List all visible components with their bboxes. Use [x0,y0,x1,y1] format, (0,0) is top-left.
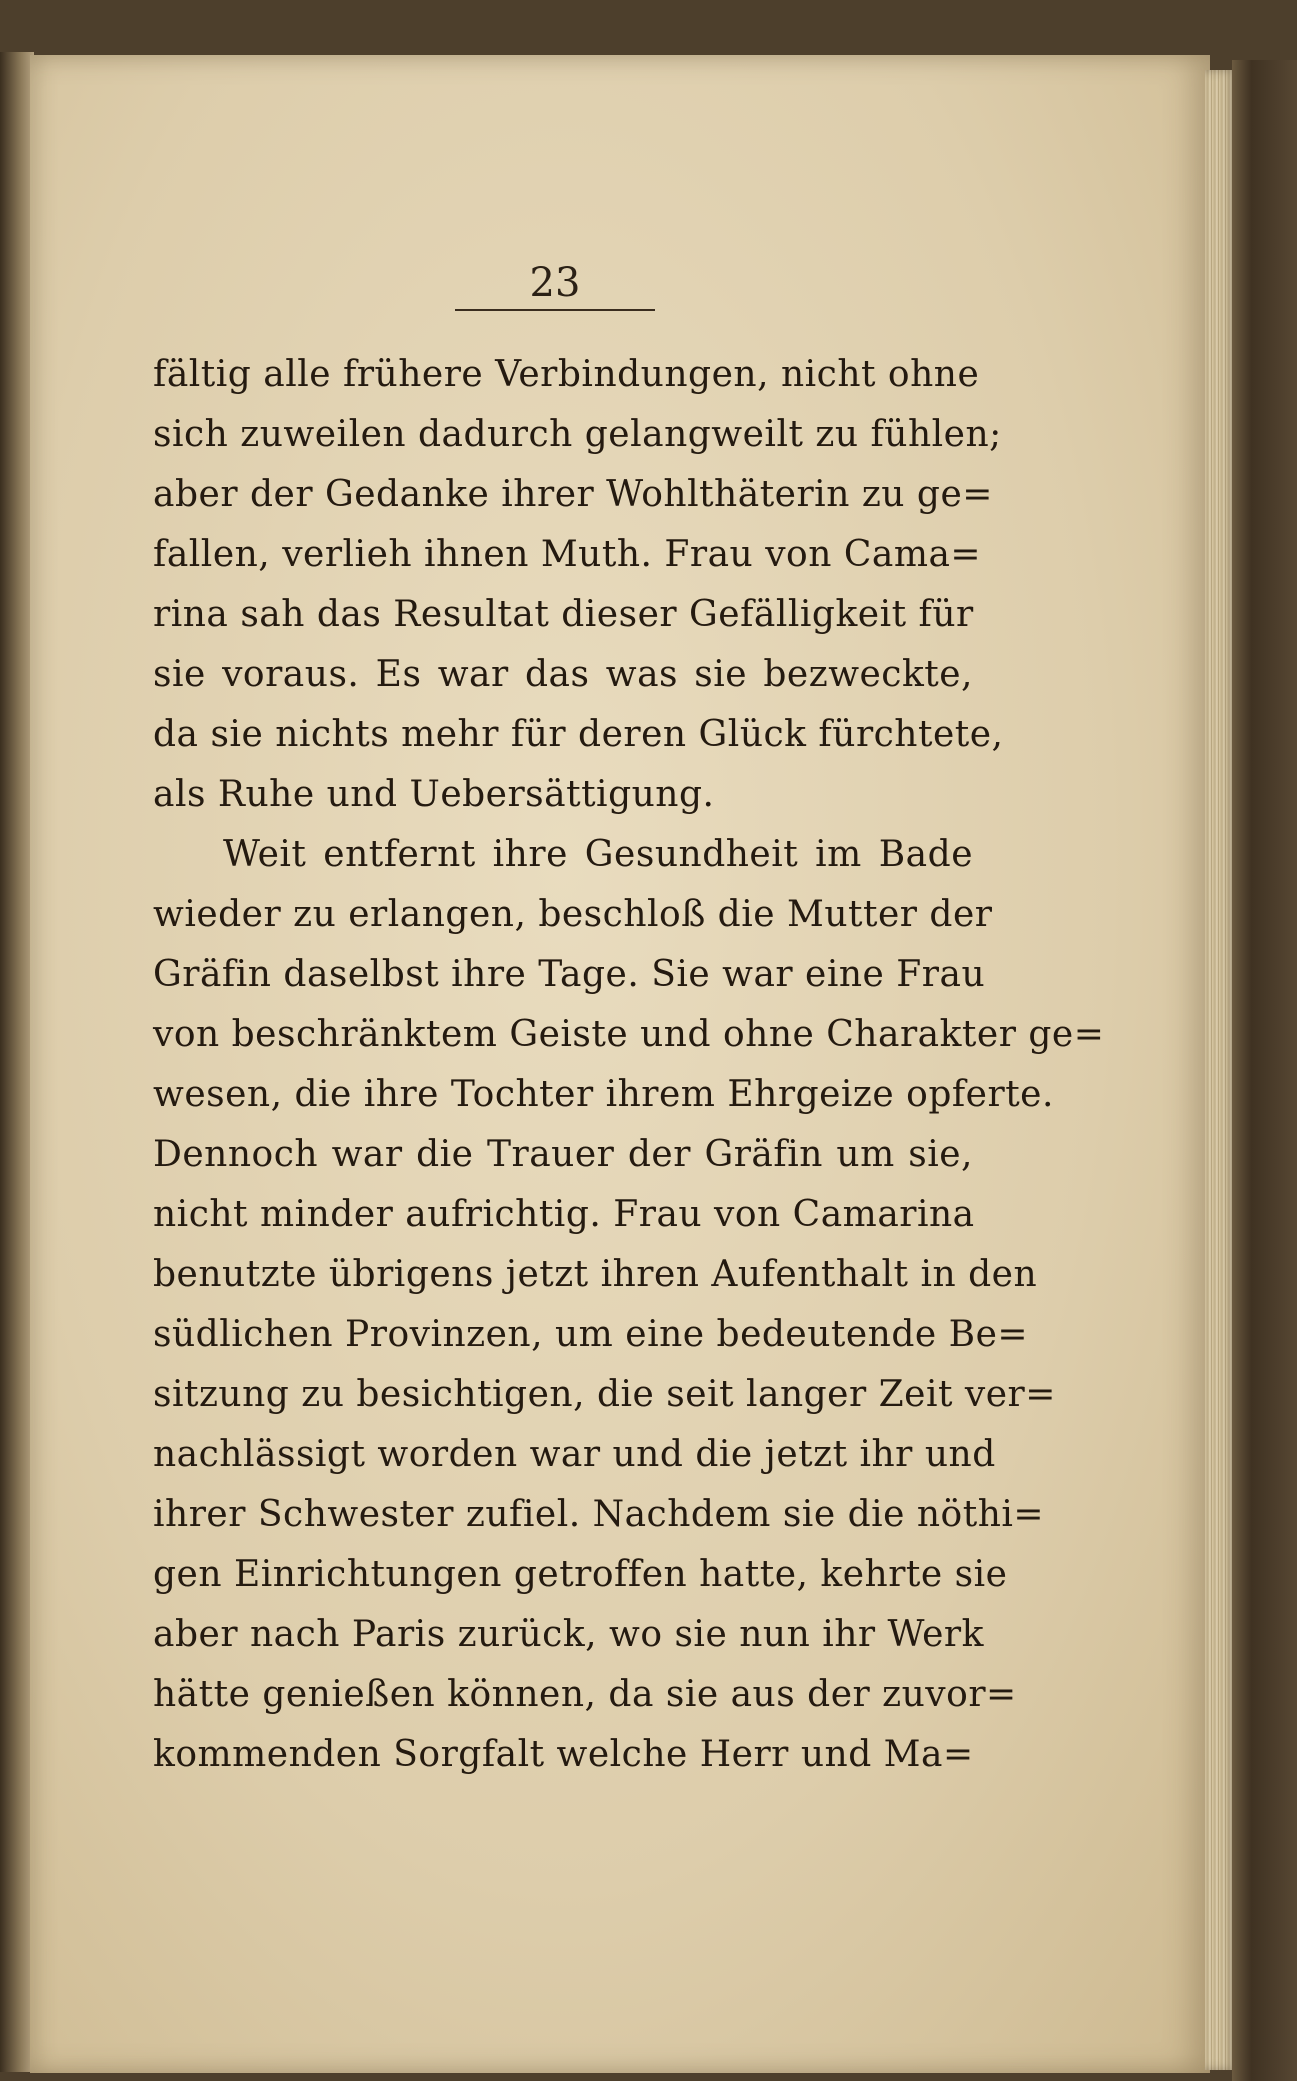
text-line: aber nach Paris zurück, wo sie nun ihr Werk [153,1614,984,1655]
text-line: wesen, die ihre Tochter ihrem Ehrgeize opferte. [153,1074,1054,1115]
text-line: Gräfin daselbst ihre Tage. Sie war eine Frau [153,954,986,995]
text-line: südlichen Provinzen, um eine bedeutende Be= [153,1314,1029,1355]
page-number: 23 [529,260,581,306]
text-line: rina sah das Resultat dieser Gefälligkeit für [153,594,974,635]
text-line: von beschränktem Geiste und ohne Charakter ge= [153,1014,1105,1055]
text-line: ihrer Schwester zufiel. Nachdem sie die nöthi= [153,1494,1045,1535]
text-line: gen Einrichtungen getroffen hatte, kehrte sie [153,1554,1008,1595]
text-line: da sie nichts mehr für deren Glück fürchtete, [153,714,1004,755]
text-line: nachlässigt worden war und die jetzt ihr und [153,1434,996,1475]
text-line-paragraph-end: als Ruhe und Uebersättigung. [153,774,715,815]
page-header [455,258,655,308]
text-line: sie voraus. Es war das was sie bezweckte, [153,654,973,695]
text-line: fältig alle frühere Verbindungen, nicht ohne [153,354,980,395]
text-line: fallen, verlieh ihnen Muth. Frau von Cama= [153,534,982,575]
binding-gutter [0,52,34,2072]
book-cover-edge [1232,60,1297,2081]
text-line: benutzte übrigens jetzt ihren Aufenthalt in den [153,1254,1038,1295]
text-line-paragraph-start: Weit entfernt ihre Gesundheit im Bade [223,834,973,875]
text-line: hätte genießen können, da sie aus der zuvor= [153,1674,1017,1715]
text-line: kommenden Sorgfalt welche Herr und Ma= [153,1734,974,1775]
header-rule [455,309,655,311]
text-line: aber der Gedanke ihrer Wohlthäterin zu ge= [153,474,993,515]
text-line: wieder zu erlangen, beschloß die Mutter der [153,894,993,935]
text-line: Dennoch war die Trauer der Gräfin um sie, [153,1134,973,1175]
body-text [153,345,1105,1785]
text-line: sitzung zu besichtigen, die seit langer Zeit ver= [153,1374,1056,1415]
text-line: sich zuweilen dadurch gelangweilt zu fühlen; [153,414,1002,455]
text-line: nicht minder aufrichtig. Frau von Camarina [153,1194,975,1235]
